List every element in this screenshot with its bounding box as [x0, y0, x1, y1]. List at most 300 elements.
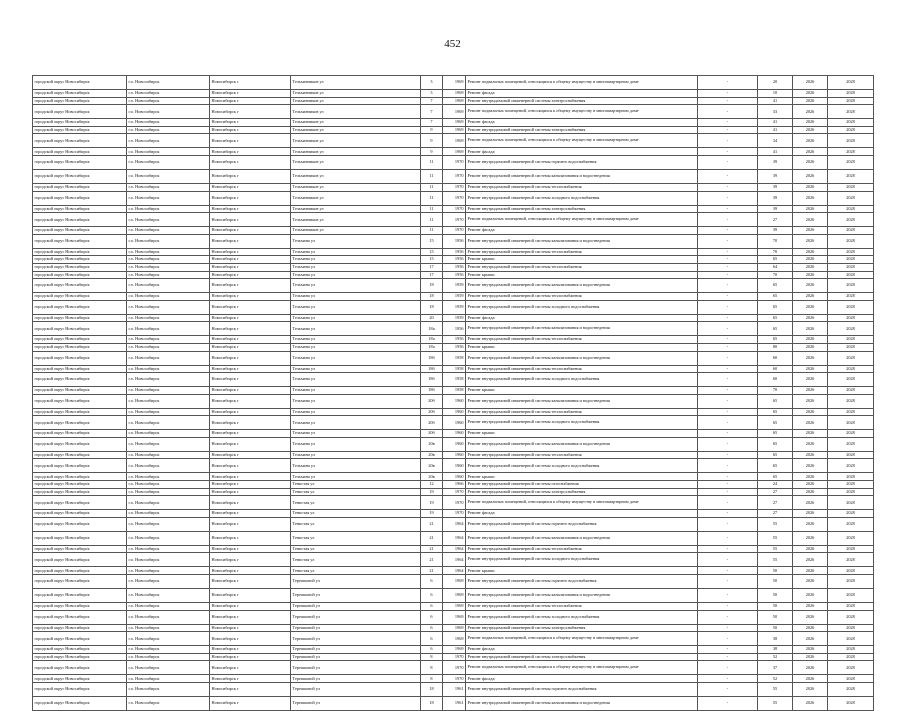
house-number-cell: 18а: [421, 322, 443, 336]
district-cell: г.о. Новосибирск: [127, 90, 210, 98]
dash-cell: -: [698, 227, 758, 235]
locality-cell: Новосибирск г: [210, 451, 291, 459]
table-row: [33, 365, 874, 373]
dash-cell: -: [698, 531, 758, 545]
street-cell: Тенистая ул: [291, 510, 421, 518]
house-number-cell: 6: [421, 632, 443, 646]
municipality-cell: городской округ Новосибирск: [33, 408, 127, 416]
start-year-cell: 2026: [793, 496, 828, 510]
work-type-cell: Ремонт крыши: [466, 343, 698, 351]
municipality-cell: городской округ Новосибирск: [33, 271, 127, 279]
build-year-cell: 1960: [443, 408, 466, 416]
street-cell: Тельмана ул: [291, 451, 421, 459]
municipality-cell: городской округ Новосибирск: [33, 336, 127, 344]
locality-cell: Новосибирск г: [210, 169, 291, 183]
house-number-cell: 19: [421, 510, 443, 518]
locality-cell: Новосибирск г: [210, 314, 291, 322]
locality-cell: Новосибирск г: [210, 90, 291, 98]
start-year-cell: 2026: [793, 408, 828, 416]
locality-cell: Новосибирск г: [210, 293, 291, 301]
volume-cell: 65: [758, 300, 793, 314]
build-year-cell: 1960: [443, 416, 466, 430]
municipality-cell: городской округ Новосибирск: [33, 169, 127, 183]
street-cell: Тельмана ул: [291, 351, 421, 365]
table-row: [33, 183, 874, 191]
work-type-cell: Ремонт внутридомовой инженерной системы канализования и водоотведения: [466, 697, 698, 711]
locality-cell: Новосибирск г: [210, 271, 291, 279]
end-year-cell: 2028: [828, 473, 874, 481]
district-cell: г.о. Новосибирск: [127, 653, 210, 661]
municipality-cell: городской округ Новосибирск: [33, 496, 127, 510]
volume-cell: 50: [758, 624, 793, 632]
house-number-cell: 9: [421, 134, 443, 148]
end-year-cell: 2028: [828, 488, 874, 496]
house-number-cell: 18: [421, 293, 443, 301]
table-row: [33, 416, 874, 430]
dash-cell: -: [698, 205, 758, 213]
build-year-cell: 1964: [443, 545, 466, 553]
municipality-cell: городской округ Новосибирск: [33, 205, 127, 213]
work-type-cell: Ремонт внутридомовой инженерной системы канализования и водоотведения: [466, 234, 698, 248]
end-year-cell: 2028: [828, 314, 874, 322]
dash-cell: -: [698, 351, 758, 365]
street-cell: Тельманчиков ул: [291, 90, 421, 98]
street-cell: Тельманчиков ул: [291, 76, 421, 90]
district-cell: г.о. Новосибирск: [127, 148, 210, 156]
end-year-cell: 2028: [828, 531, 874, 545]
work-type-cell: Ремонт подвальных помещений, относящихся к общему имуществу в многоквартирном доме: [466, 213, 698, 227]
municipality-cell: городской округ Новосибирск: [33, 155, 127, 169]
table-row: [33, 234, 874, 248]
volume-cell: 50: [758, 575, 793, 589]
table-row: [33, 575, 874, 589]
work-type-cell: Ремонт внутридомовой инженерной системы теплоснабжения: [466, 263, 698, 271]
table-row: [33, 624, 874, 632]
work-type-cell: Ремонт крыши: [466, 567, 698, 575]
start-year-cell: 2026: [793, 488, 828, 496]
end-year-cell: 2028: [828, 459, 874, 473]
start-year-cell: 2026: [793, 675, 828, 683]
work-type-cell: Ремонт внутридомовой инженерной системы электроснабжения: [466, 97, 698, 105]
work-type-cell: Ремонт фасада: [466, 646, 698, 654]
municipality-cell: городской округ Новосибирск: [33, 683, 127, 697]
house-number-cell: 19: [421, 488, 443, 496]
house-number-cell: 11: [421, 155, 443, 169]
volume-cell: 10: [758, 90, 793, 98]
start-year-cell: 2026: [793, 119, 828, 127]
table-row: [33, 119, 874, 127]
build-year-cell: 1970: [443, 183, 466, 191]
district-cell: г.о. Новосибирск: [127, 126, 210, 134]
locality-cell: Новосибирск г: [210, 351, 291, 365]
table-row: [33, 675, 874, 683]
volume-cell: 27: [758, 510, 793, 518]
end-year-cell: 2028: [828, 661, 874, 675]
locality-cell: Новосибирск г: [210, 545, 291, 553]
volume-cell: 20: [758, 76, 793, 90]
build-year-cell: 1969: [443, 105, 466, 119]
table-row: [33, 517, 874, 531]
street-cell: Терешковой ул: [291, 603, 421, 611]
work-type-cell: Ремонт крыши: [466, 473, 698, 481]
table-row: [33, 271, 874, 279]
volume-cell: 70: [758, 248, 793, 256]
end-year-cell: 2028: [828, 105, 874, 119]
end-year-cell: 2028: [828, 675, 874, 683]
dash-cell: -: [698, 416, 758, 430]
work-type-cell: Ремонт крыши: [466, 271, 698, 279]
house-number-cell: 19: [421, 496, 443, 510]
work-type-cell: Ремонт внутридомовой инженерной системы холодного водоснабжения: [466, 553, 698, 567]
street-cell: Тельмана ул: [291, 373, 421, 387]
build-year-cell: 1956: [443, 234, 466, 248]
dash-cell: -: [698, 488, 758, 496]
locality-cell: Новосибирск г: [210, 205, 291, 213]
locality-cell: Новосибирск г: [210, 661, 291, 675]
start-year-cell: 2026: [793, 155, 828, 169]
work-type-cell: Ремонт внутридомовой инженерной системы холодного водоснабжения: [466, 416, 698, 430]
locality-cell: Новосибирск г: [210, 416, 291, 430]
work-type-cell: Ремонт внутридомовой инженерной системы холодного водоснабжения: [466, 373, 698, 387]
street-cell: Тельмана ул: [291, 256, 421, 264]
volume-cell: 52: [758, 653, 793, 661]
work-type-cell: Ремонт внутридомовой инженерной системы теплоснабжения: [466, 545, 698, 553]
street-cell: Тельмана ул: [291, 271, 421, 279]
district-cell: г.о. Новосибирск: [127, 155, 210, 169]
work-type-cell: Ремонт внутридомовой инженерной системы теплоснабжения: [466, 336, 698, 344]
dash-cell: -: [698, 134, 758, 148]
street-cell: Тельмана ул: [291, 365, 421, 373]
street-cell: Тельмана ул: [291, 336, 421, 344]
dash-cell: -: [698, 191, 758, 205]
house-number-cell: 8: [421, 675, 443, 683]
start-year-cell: 2026: [793, 263, 828, 271]
volume-cell: 27: [758, 488, 793, 496]
build-year-cell: 1959: [443, 293, 466, 301]
municipality-cell: городской округ Новосибирск: [33, 567, 127, 575]
start-year-cell: 2026: [793, 646, 828, 654]
dash-cell: -: [698, 300, 758, 314]
street-cell: Тенистая ул: [291, 488, 421, 496]
start-year-cell: 2026: [793, 416, 828, 430]
house-number-cell: 9: [421, 148, 443, 156]
volume-cell: 70: [758, 387, 793, 395]
work-type-cell: Ремонт фасада: [466, 510, 698, 518]
table-row: [33, 610, 874, 624]
work-type-cell: Ремонт внутридомовой инженерной системы теплоснабжения: [466, 183, 698, 191]
district-cell: г.о. Новосибирск: [127, 624, 210, 632]
street-cell: Терешковой ул: [291, 697, 421, 711]
table-row: [33, 76, 874, 90]
start-year-cell: 2026: [793, 205, 828, 213]
work-type-cell: Ремонт внутридомовой инженерной системы теплоснабжения: [466, 365, 698, 373]
district-cell: г.о. Новосибирск: [127, 394, 210, 408]
work-type-cell: Ремонт подвальных помещений, относящихся к общему имуществу в многоквартирном доме: [466, 661, 698, 675]
street-cell: Тенистая ул: [291, 496, 421, 510]
house-number-cell: 20б: [421, 408, 443, 416]
table-row: [33, 473, 874, 481]
municipality-cell: городской округ Новосибирск: [33, 387, 127, 395]
dash-cell: -: [698, 97, 758, 105]
start-year-cell: 2026: [793, 459, 828, 473]
house-number-cell: 21: [421, 531, 443, 545]
municipality-cell: городской округ Новосибирск: [33, 373, 127, 387]
dash-cell: -: [698, 119, 758, 127]
house-number-cell: 6: [421, 603, 443, 611]
house-number-cell: 18б: [421, 387, 443, 395]
street-cell: Терешковой ул: [291, 683, 421, 697]
volume-cell: 27: [758, 213, 793, 227]
table-row: [33, 105, 874, 119]
table-row: [33, 589, 874, 603]
table-row: [33, 373, 874, 387]
volume-cell: 65: [758, 416, 793, 430]
municipality-cell: городской округ Новосибирск: [33, 126, 127, 134]
house-number-cell: 20в: [421, 473, 443, 481]
volume-cell: 52: [758, 675, 793, 683]
dash-cell: -: [698, 336, 758, 344]
house-number-cell: 20б: [421, 416, 443, 430]
volume-cell: 65: [758, 394, 793, 408]
work-type-cell: Ремонт внутридомовой инженерной системы электроснабжения: [466, 624, 698, 632]
end-year-cell: 2028: [828, 451, 874, 459]
district-cell: г.о. Новосибирск: [127, 661, 210, 675]
dash-cell: -: [698, 646, 758, 654]
build-year-cell: 1956: [443, 336, 466, 344]
end-year-cell: 2028: [828, 148, 874, 156]
volume-cell: 55: [758, 553, 793, 567]
end-year-cell: 2028: [828, 336, 874, 344]
locality-cell: Новосибирск г: [210, 119, 291, 127]
dash-cell: -: [698, 90, 758, 98]
table-row: [33, 387, 874, 395]
end-year-cell: 2028: [828, 279, 874, 293]
end-year-cell: 2028: [828, 589, 874, 603]
locality-cell: Новосибирск г: [210, 632, 291, 646]
district-cell: г.о. Новосибирск: [127, 517, 210, 531]
table-row: [33, 481, 874, 489]
house-number-cell: 17: [421, 263, 443, 271]
start-year-cell: 2026: [793, 373, 828, 387]
volume-cell: 34: [758, 134, 793, 148]
street-cell: Тенистая ул: [291, 553, 421, 567]
locality-cell: Новосибирск г: [210, 336, 291, 344]
start-year-cell: 2026: [793, 183, 828, 191]
street-cell: Тельманчиков ул: [291, 126, 421, 134]
dash-cell: -: [698, 510, 758, 518]
street-cell: Тельманчиков ул: [291, 97, 421, 105]
house-number-cell: 21: [421, 553, 443, 567]
end-year-cell: 2028: [828, 183, 874, 191]
volume-cell: 60: [758, 373, 793, 387]
work-type-cell: Ремонт крыши: [466, 256, 698, 264]
build-year-cell: 1956: [443, 256, 466, 264]
municipality-cell: городской округ Новосибирск: [33, 481, 127, 489]
district-cell: г.о. Новосибирск: [127, 545, 210, 553]
district-cell: г.о. Новосибирск: [127, 234, 210, 248]
build-year-cell: 1956: [443, 322, 466, 336]
table-row: [33, 653, 874, 661]
district-cell: г.о. Новосибирск: [127, 473, 210, 481]
locality-cell: Новосибирск г: [210, 394, 291, 408]
end-year-cell: 2028: [828, 234, 874, 248]
start-year-cell: 2026: [793, 300, 828, 314]
dash-cell: -: [698, 248, 758, 256]
dash-cell: -: [698, 213, 758, 227]
municipality-cell: городской округ Новосибирск: [33, 248, 127, 256]
volume-cell: 65: [758, 408, 793, 416]
dash-cell: -: [698, 365, 758, 373]
district-cell: г.о. Новосибирск: [127, 213, 210, 227]
street-cell: Тельмана ул: [291, 300, 421, 314]
district-cell: г.о. Новосибирск: [127, 408, 210, 416]
table-row: [33, 90, 874, 98]
district-cell: г.о. Новосибирск: [127, 97, 210, 105]
volume-cell: 39: [758, 227, 793, 235]
work-type-cell: Ремонт фасада: [466, 314, 698, 322]
street-cell: Тельмана ул: [291, 279, 421, 293]
dash-cell: -: [698, 437, 758, 451]
end-year-cell: 2028: [828, 575, 874, 589]
street-cell: Тельмана ул: [291, 473, 421, 481]
volume-cell: 65: [758, 451, 793, 459]
volume-cell: 39: [758, 155, 793, 169]
table-row: [33, 553, 874, 567]
build-year-cell: 1970: [443, 675, 466, 683]
end-year-cell: 2028: [828, 293, 874, 301]
build-year-cell: 1964: [443, 567, 466, 575]
end-year-cell: 2028: [828, 248, 874, 256]
municipality-cell: городской округ Новосибирск: [33, 437, 127, 451]
dash-cell: -: [698, 481, 758, 489]
district-cell: г.о. Новосибирск: [127, 322, 210, 336]
volume-cell: 41: [758, 148, 793, 156]
house-number-cell: 21: [421, 517, 443, 531]
work-type-cell: Ремонт фасада: [466, 90, 698, 98]
municipality-cell: городской округ Новосибирск: [33, 365, 127, 373]
start-year-cell: 2026: [793, 567, 828, 575]
dash-cell: -: [698, 126, 758, 134]
end-year-cell: 2028: [828, 322, 874, 336]
volume-cell: 65: [758, 336, 793, 344]
work-type-cell: Ремонт фасада: [466, 148, 698, 156]
house-number-cell: 20в: [421, 459, 443, 473]
district-cell: г.о. Новосибирск: [127, 105, 210, 119]
start-year-cell: 2026: [793, 531, 828, 545]
table-row: [33, 148, 874, 156]
start-year-cell: 2026: [793, 336, 828, 344]
street-cell: Тельманчиков ул: [291, 169, 421, 183]
street-cell: Тельманчиков ул: [291, 155, 421, 169]
municipality-cell: городской округ Новосибирск: [33, 293, 127, 301]
start-year-cell: 2026: [793, 387, 828, 395]
build-year-cell: 1964: [443, 531, 466, 545]
work-type-cell: Ремонт внутридомовой инженерной системы холодного водоснабжения: [466, 191, 698, 205]
volume-cell: 41: [758, 97, 793, 105]
work-type-cell: Ремонт подвальных помещений, относящихся к общему имуществу в многоквартирном доме: [466, 76, 698, 90]
work-type-cell: Ремонт внутридомовой инженерной системы электроснабжения: [466, 653, 698, 661]
work-type-cell: Ремонт внутридомовой инженерной системы холодного водоснабжения: [466, 459, 698, 473]
table-row: [33, 336, 874, 344]
house-number-cell: 20б: [421, 394, 443, 408]
dash-cell: -: [698, 632, 758, 646]
dash-cell: -: [698, 234, 758, 248]
start-year-cell: 2026: [793, 256, 828, 264]
district-cell: г.о. Новосибирск: [127, 119, 210, 127]
table-row: [33, 459, 874, 473]
street-cell: Тельмана ул: [291, 343, 421, 351]
table-row: [33, 126, 874, 134]
street-cell: Тельманчиков ул: [291, 191, 421, 205]
district-cell: г.о. Новосибирск: [127, 632, 210, 646]
volume-cell: 39: [758, 169, 793, 183]
locality-cell: Новосибирск г: [210, 473, 291, 481]
street-cell: Тельманчиков ул: [291, 148, 421, 156]
start-year-cell: 2026: [793, 473, 828, 481]
dash-cell: -: [698, 459, 758, 473]
locality-cell: Новосибирск г: [210, 300, 291, 314]
municipality-cell: городской округ Новосибирск: [33, 213, 127, 227]
district-cell: г.о. Новосибирск: [127, 343, 210, 351]
end-year-cell: 2028: [828, 227, 874, 235]
end-year-cell: 2028: [828, 373, 874, 387]
build-year-cell: 1956: [443, 248, 466, 256]
street-cell: Терешковой ул: [291, 661, 421, 675]
municipality-cell: городской округ Новосибирск: [33, 227, 127, 235]
table-row: [33, 97, 874, 105]
end-year-cell: 2028: [828, 126, 874, 134]
work-type-cell: Ремонт внутридомовой инженерной системы холодного водоснабжения: [466, 610, 698, 624]
volume-cell: 70: [758, 271, 793, 279]
table-row: [33, 191, 874, 205]
municipality-cell: городской округ Новосибирск: [33, 394, 127, 408]
volume-cell: 50: [758, 610, 793, 624]
start-year-cell: 2026: [793, 510, 828, 518]
street-cell: Тельманчиков ул: [291, 134, 421, 148]
municipality-cell: городской округ Новосибирск: [33, 661, 127, 675]
build-year-cell: 1960: [443, 394, 466, 408]
locality-cell: Новосибирск г: [210, 134, 291, 148]
municipality-cell: городской округ Новосибирск: [33, 76, 127, 90]
house-number-cell: 11: [421, 227, 443, 235]
work-type-cell: Ремонт внутридомовой инженерной системы горячего водоснабжения: [466, 683, 698, 697]
build-year-cell: 1960: [443, 430, 466, 438]
house-number-cell: 11: [421, 213, 443, 227]
volume-cell: 64: [758, 263, 793, 271]
dash-cell: -: [698, 545, 758, 553]
build-year-cell: 1969: [443, 603, 466, 611]
house-number-cell: 18б: [421, 373, 443, 387]
house-number-cell: 18: [421, 279, 443, 293]
table-row: [33, 293, 874, 301]
volume-cell: 65: [758, 473, 793, 481]
build-year-cell: 1969: [443, 90, 466, 98]
end-year-cell: 2028: [828, 351, 874, 365]
start-year-cell: 2026: [793, 575, 828, 589]
build-year-cell: 1960: [443, 451, 466, 459]
municipality-cell: городской округ Новосибирск: [33, 119, 127, 127]
volume-cell: 65: [758, 459, 793, 473]
house-number-cell: 11: [421, 169, 443, 183]
end-year-cell: 2028: [828, 683, 874, 697]
municipality-cell: городской округ Новосибирск: [33, 531, 127, 545]
locality-cell: Новосибирск г: [210, 517, 291, 531]
street-cell: Тельмана ул: [291, 234, 421, 248]
start-year-cell: 2026: [793, 437, 828, 451]
municipality-cell: городской округ Новосибирск: [33, 646, 127, 654]
district-cell: г.о. Новосибирск: [127, 271, 210, 279]
district-cell: г.о. Новосибирск: [127, 589, 210, 603]
